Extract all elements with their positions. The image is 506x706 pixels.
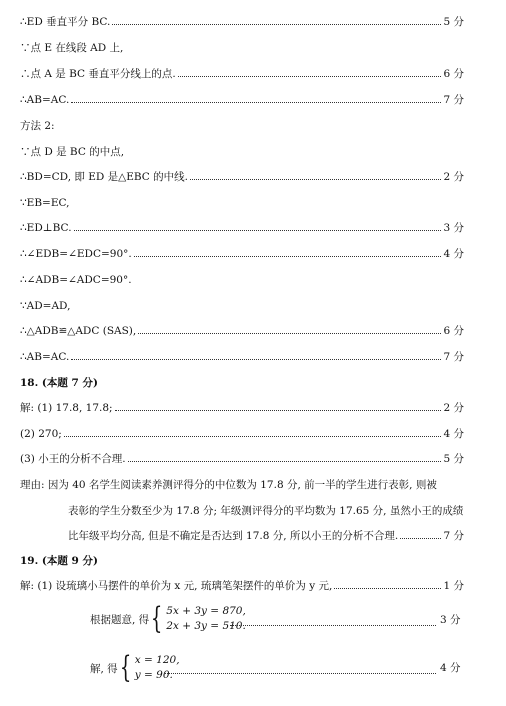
q18-reason-line-2: 表彰的学生分数至少为 17.8 分; 年级测评得分的平均数为 17.65 分, 虽然小王的成绩	[68, 505, 464, 517]
leader-dots	[71, 358, 441, 360]
line-text: (2) 270;	[20, 428, 62, 440]
line-text: ∴点 A 是 BC 垂直平分线上的点.	[20, 68, 176, 80]
proof-line-10	[20, 246, 464, 262]
leader-dots	[230, 624, 436, 626]
score: 3 分	[443, 222, 464, 234]
leader-dots	[74, 229, 442, 231]
leader-dots	[134, 255, 442, 257]
q18-reason-line-1: 理由: 因为 40 名学生阅读素养测评得分的中位数为 17.8 分, 前一半的学生进行表彰, 则被	[20, 479, 437, 491]
score: 2 分	[443, 171, 464, 183]
proof-line-8: ∵EB=EC,	[20, 197, 70, 209]
proof-line-12: ∵AD=AD,	[20, 300, 71, 312]
score: 7 分	[443, 94, 464, 106]
line-text: ∴AB=AC.	[20, 351, 70, 363]
leader-dots	[112, 23, 441, 25]
score: 1 分	[443, 580, 464, 592]
line-text: ∴BD=CD, 即 ED 是△EBC 的中线.	[20, 171, 188, 183]
brace-symbol: {	[151, 601, 163, 636]
line-text: ∴△ADB≌△ADC (SAS),	[20, 325, 137, 337]
q19-answer-1	[20, 578, 464, 594]
proof-line-6: ∵点 D 是 BC 的中点,	[20, 146, 125, 158]
line-text: 解: (1) 设琉璃小马摆件的单价为 x 元, 琉璃笔架摆件的单价为 y 元,	[20, 580, 333, 592]
score: 6 分	[443, 68, 464, 80]
proof-line-3	[20, 66, 464, 82]
leader-dots	[71, 101, 441, 103]
line-text: ∴ED⊥BC.	[20, 222, 72, 234]
line-text: ∴AB=AC.	[20, 94, 70, 106]
equation-1: 5x + 3y = 870,	[166, 605, 246, 617]
equation-2: y = 90.	[134, 669, 173, 681]
line-text: 解: (1) 17.8, 17.8;	[20, 402, 113, 414]
system-label: 根据题意, 得	[90, 613, 150, 626]
line-text: (3) 小王的分析不合理.	[20, 453, 126, 465]
equations	[166, 604, 246, 634]
q18-reason-line-3	[68, 528, 464, 544]
line-text: ∴ED 垂直平分 BC.	[20, 16, 111, 28]
q18-heading: 18. (本题 7 分)	[20, 377, 98, 389]
leader-dots	[334, 587, 441, 589]
leader-dots	[138, 332, 441, 334]
leader-dots	[165, 672, 436, 674]
score: 4 分	[440, 662, 461, 674]
leader-dots	[178, 75, 442, 77]
proof-line-13	[20, 323, 464, 339]
score: 5 分	[443, 453, 464, 465]
leader-dots	[64, 435, 442, 437]
leader-dots	[400, 537, 441, 539]
equation-system-2	[90, 650, 180, 685]
proof-line-7	[20, 169, 464, 185]
equation-system-1	[90, 601, 246, 636]
proof-line-4	[20, 92, 464, 108]
score: 4 分	[443, 248, 464, 260]
proof-line-14	[20, 349, 464, 365]
q18-answer-1	[20, 400, 464, 416]
equation-1: x = 120,	[134, 654, 180, 666]
score: 3 分	[440, 614, 461, 626]
proof-line-11: ∴∠ADB=∠ADC=90°.	[20, 274, 132, 286]
score: 6 分	[443, 325, 464, 337]
proof-line-2: ∵点 E 在线段 AD 上,	[20, 42, 124, 54]
proof-line-9	[20, 220, 464, 236]
leader-dots	[190, 178, 441, 180]
system-label: 解, 得	[90, 662, 118, 675]
q18-answer-2	[20, 426, 464, 442]
equations	[135, 653, 180, 683]
score: 7 分	[443, 530, 464, 542]
q19-heading: 19. (本题 9 分)	[20, 555, 98, 567]
score: 2 分	[443, 402, 464, 414]
leader-dots	[115, 409, 442, 411]
score: 7 分	[443, 351, 464, 363]
equation-2: 2x + 3y = 510.	[166, 620, 246, 632]
q18-answer-3	[20, 451, 464, 467]
proof-line-1	[20, 14, 464, 30]
leader-dots	[128, 460, 442, 462]
score: 5 分	[443, 16, 464, 28]
score: 4 分	[443, 428, 464, 440]
line-text: ∴∠EDB=∠EDC=90°.	[20, 248, 132, 260]
method-2-heading: 方法 2:	[20, 120, 55, 132]
brace-symbol: {	[119, 650, 131, 685]
line-text: 比年级平均分高, 但是不确定是否达到 17.8 分, 所以小王的分析不合理.	[68, 530, 399, 542]
